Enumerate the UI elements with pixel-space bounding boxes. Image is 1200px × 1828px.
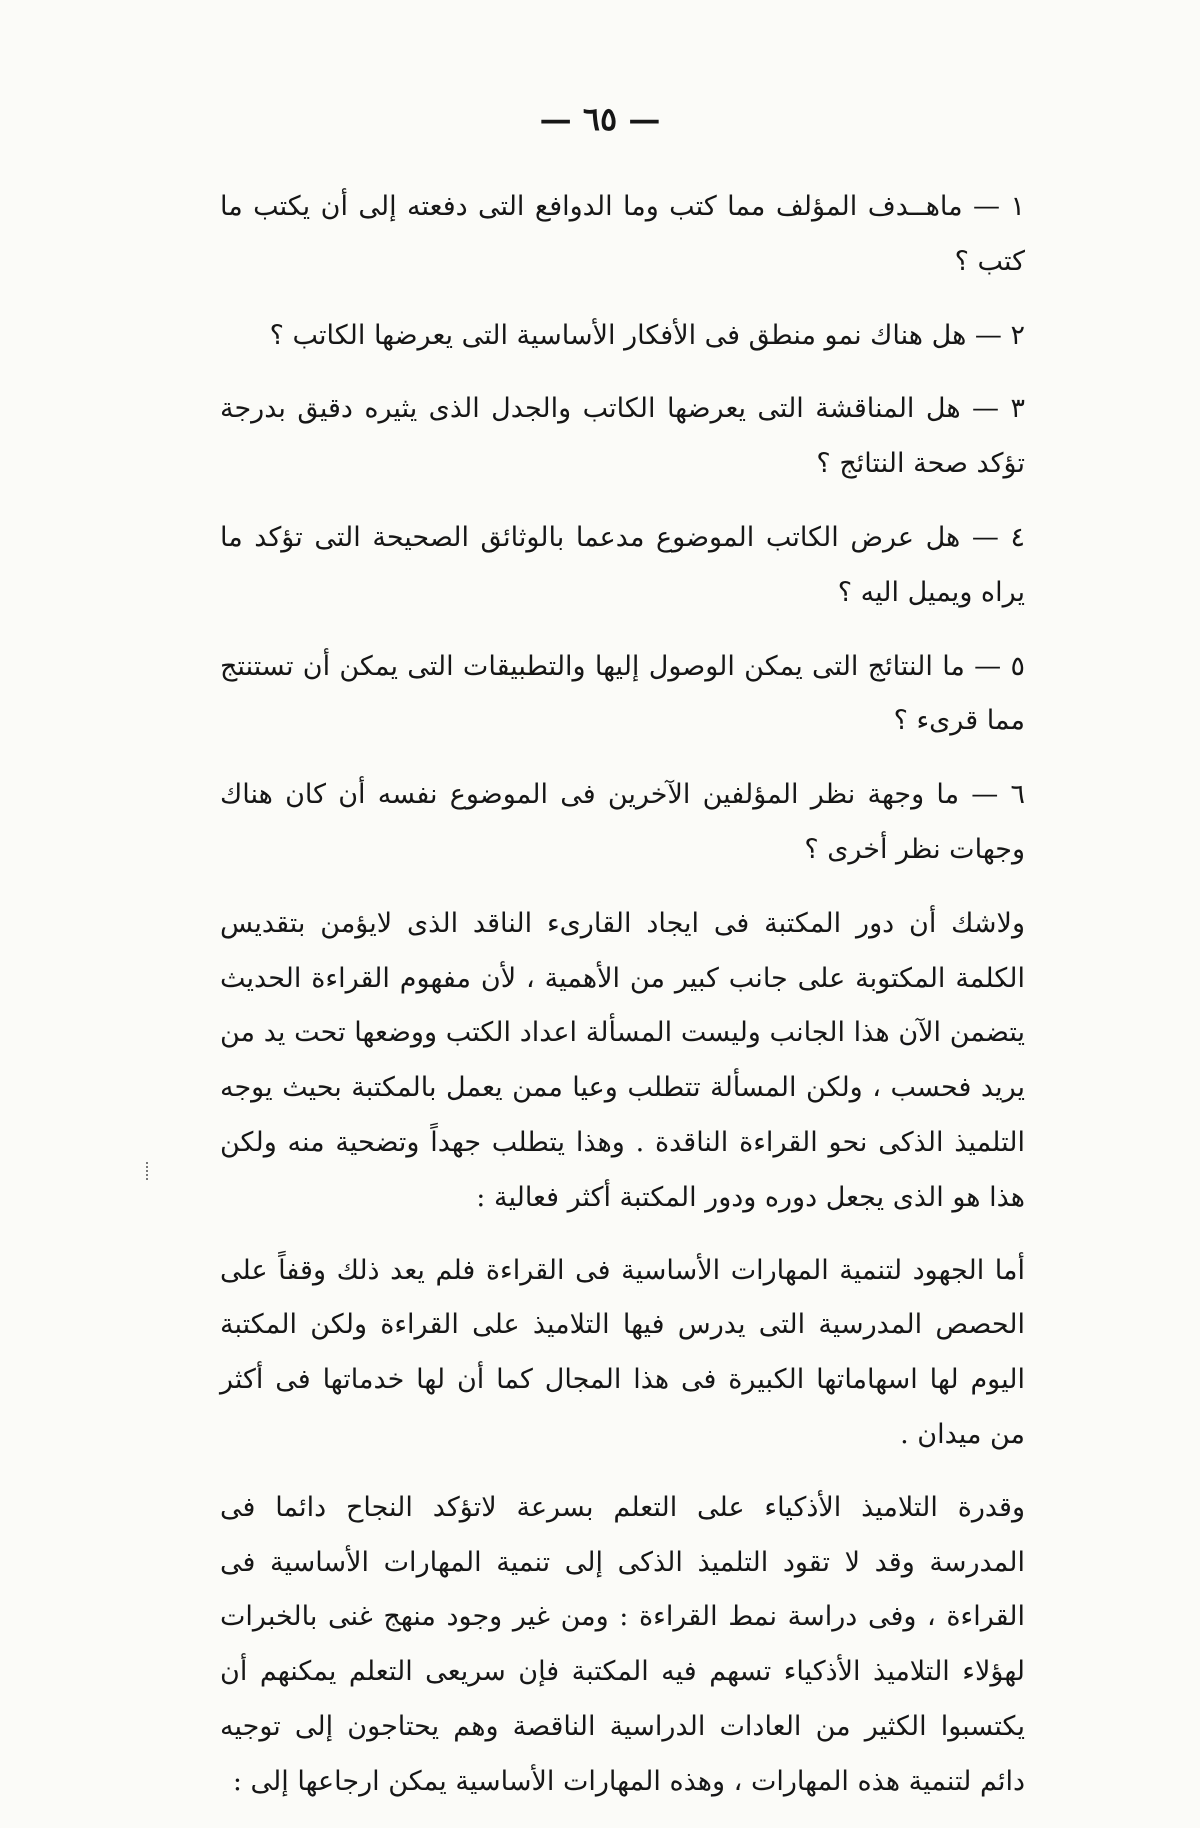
question-item-2: ٢ — هل هناك نمو منطق فى الأفكار الأساسية التى يعرضها الكاتب ؟	[269, 319, 1025, 351]
critical-reader-paragraph: ولاشك أن دور المكتبة فى ايجاد القارىء الناقد الذى لايؤمن بتقديس الكلمة المكتوبة على جانب كبير من الأهمية ، لأن مفهوم القراءة الحديث يتضمن الآن هذا الجانب وليست المسألة اعداد الكتب ووضعها تحت يد من يريد فحسب ، ولكن المسألة تتطلب وعيا ممن يعمل بالمكتبة بحيث يوجه التلميذ الذكى نحو القراءة الناقدة . وهذا يتطلب جهداً وتضحية منه ولكن هذا هو الذى يجعل دوره ودور المكتبة أكثر فعالية :	[220, 907, 1025, 1213]
question-item-3: ٣ — هل المناقشة التى يعرضها الكاتب والجدل الذى يثيره دقيق بدرجة تؤكد صحة النتائج ؟	[220, 393, 1025, 480]
basic-skills-paragraph: أما الجهود لتنمية المهارات الأساسية فى القراءة فلم يعد ذلك وقفاً على الحصص المدرسية التى يدرس فيها التلاميذ على القراءة ولكن المكتبة اليوم لها اسهاماتها الكبيرة فى هذا المجال كما أن لها خدماتها فى أكثر من ميدان .	[220, 1254, 1026, 1450]
gifted-students-paragraph: وقدرة التلاميذ الأذكياء على التعلم بسرعة لاتؤكد النجاح دائما فى المدرسة وقد لا تقود التلميذ الذكى إلى تنمية المهارات الأساسية فى القراءة ، وفى دراسة نمط القراءة : ومن غير وجود منهج غنى بالخبرات لهؤلاء التلاميذ الأذكياء تسهم فيه المكتبة فإن سريعى التعلم يمكنهم أن يكتسبوا الكثير من العادات الدراسية الناقصة وهم يحتاجون إلى توجيه دائم لتنمية هذه المهارات ، وهذه المهارات الأساسية يمكن ارجاعها إلى :	[220, 1491, 1025, 1797]
scan-mark	[146, 1162, 151, 1180]
question-item-1: ١ — ماهــدف المؤلف مما كتب وما الدوافع التى دفعته إلى أن يكتب ما كتب ؟	[220, 191, 1025, 277]
question-item-4: ٤ — هل عرض الكاتب الموضوع مدعما بالوثائق الصحيحة التى تؤكد ما يراه ويميل اليه ؟	[220, 521, 1025, 608]
page-text-body	[220, 180, 1025, 1828]
page-number: — ٦٥ —	[539, 100, 661, 138]
question-item-6: ٦ — ما وجهة نظر المؤلفين الآخرين فى الموضوع نفسه أن كان هناك وجهات نظر أخرى ؟	[220, 779, 1025, 865]
question-item-5: ٥ — ما النتائج التى يمكن الوصول إليها والتطبيقات التى يمكن أن تستنتج مما قرىء ؟	[220, 650, 1025, 737]
